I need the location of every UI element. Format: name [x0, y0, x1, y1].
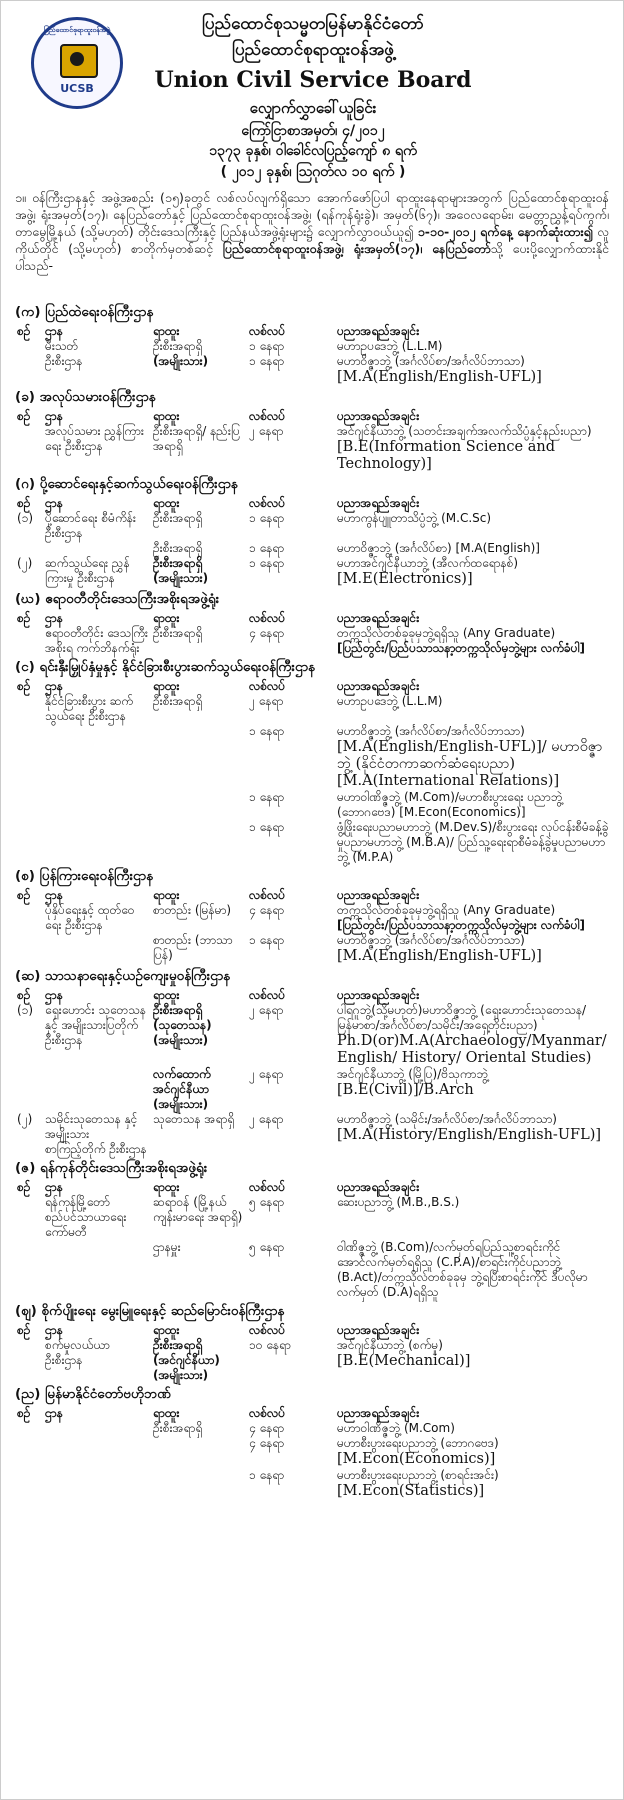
vacancy-table — [15, 324, 611, 386]
qualification-cell — [335, 541, 611, 556]
row-number — [15, 1240, 43, 1300]
board-name: ပြည်ထောင်စုရာထူးဝန်အဖွဲ့ — [232, 40, 394, 60]
notice-title: လျှောက်လွှာခေါ်ယူခြင်း — [249, 99, 377, 117]
country-name: ပြည်ထောင်စုသမ္မတမြန်မာနိုင်ငံတော် — [202, 14, 424, 34]
table-row — [15, 354, 611, 386]
department-cell — [43, 1436, 151, 1468]
vacancy-section — [15, 1159, 611, 1300]
table-header-row — [15, 611, 611, 626]
column-header-vacancy: လစ်လပ် — [249, 324, 286, 338]
vacancy-cell: ၂ နေရာ — [249, 1112, 284, 1126]
qualification-degree: [B.E(Civil)]/B.Arch — [337, 1082, 474, 1098]
column-header-position: ရာထူး — [153, 1180, 180, 1194]
row-number — [15, 790, 43, 820]
position-cell: ဦးစီးအရာရှိ — [153, 626, 203, 640]
department-cell: ပုံနှိပ်ရေးနှင့် ထုတ်ဝေရေး ဦးစီးဌာန — [45, 903, 135, 932]
column-header-no: စဉ် — [17, 324, 31, 338]
department-cell: ဆက်သွယ်ရေး ညွှန်ကြားမှု ဦးစီးဌာန — [45, 556, 130, 585]
column-header-qualification: ပညာအရည်အချင်း — [337, 988, 420, 1002]
qualification-cell — [335, 511, 611, 541]
row-number: (၂) — [17, 1112, 33, 1126]
qualification-cell — [335, 1421, 611, 1436]
table-row — [15, 790, 611, 820]
intro-paragraph — [15, 189, 609, 274]
row-number — [15, 1468, 43, 1500]
table-header-row — [15, 1323, 611, 1338]
myanmar-date: ၁၃၇၃ ခုနှစ်၊ ဝါခေါင်လပြည့်ကျော် ၈ ရက် — [209, 143, 417, 159]
row-number — [15, 1338, 43, 1383]
vacancy-cell: ၂ နေရာ — [249, 424, 284, 438]
column-header-vacancy: လစ်လပ် — [249, 679, 286, 693]
qualification-degree: [M.Econ(Statistics)] — [337, 1483, 485, 1499]
position-cell: သုတေသန အရာရှိ — [153, 1112, 235, 1126]
column-header-qualification: ပညာအရည်အချင်း — [337, 888, 420, 902]
table-row — [15, 556, 611, 588]
qualification-degree: [M.E(Electronics)] — [337, 571, 473, 587]
row-number — [15, 933, 43, 965]
row-number — [15, 354, 43, 386]
qualification-text: မဟာစီးပွားရေးပညာဘွဲ့ (စာရင်းအင်း) — [337, 1468, 499, 1482]
intro-part-1: ၁။ ဝန်ကြီးဌာနနှင့် အဖွဲ့အစည်း (၁၅)ခုတွင် လစ်လပ်လျက်ရှိသော အောက်ဖော်ပြပါ ရာထူးနေရာများအတွက် ပြည်ထောင်စုရာထူးဝန်အဖွဲ့၊ ရုံးအမှတ်(၁၇)၊ နေပြည်တော်နှင့် ပြည်ထောင်စုရာထူးဝန်အဖွဲ့၊ (ရန်ကုန်ရုံးခွဲ)၊ အမှတ်(၆၇)၊ အဝေလရောမ်း၊ မေတ္တာညွှန့်ရပ်ကွက်၊ တာမွေမြို့နယ် (သို့မဟုတ်) တိုင်းဒေသကြီးနှင့် ပြည်နယ်အဖွဲ့ရုံးများ၌ လျှောက်လွှာဝယ်ယူ၍ — [15, 190, 609, 239]
column-header-dept: ဌာန — [45, 888, 63, 902]
qualification-cell — [335, 790, 611, 820]
qualification-cell — [335, 820, 611, 865]
qualification-cell — [335, 1240, 611, 1300]
column-header-position: ရာထူး — [153, 888, 180, 902]
qualification-cell — [335, 424, 611, 473]
table-row — [15, 1112, 611, 1157]
position-cell: စာတည်း (မြန်မာ) — [153, 903, 232, 917]
qualification-degree: [M.A(English/English-UFL)] — [337, 369, 542, 385]
table-row — [15, 1195, 611, 1240]
position-cell: ဦးစီးအရာရှိ — [153, 1421, 203, 1435]
column-header-dept: ဌာန — [45, 324, 63, 338]
qualification-cell — [335, 1436, 611, 1468]
department-cell: ဦးစီးဌာန — [45, 354, 83, 368]
row-number — [15, 626, 43, 656]
position-cell — [151, 724, 247, 790]
column-header-vacancy: လစ်လပ် — [249, 988, 286, 1002]
department-cell — [43, 1421, 151, 1436]
column-header-dept: ဌာန — [45, 988, 63, 1002]
vacancy-table — [15, 1180, 611, 1300]
table-header-row — [15, 988, 611, 1003]
position-cell: ဦးစီးအရာရှိ (အမျိုးသား) — [153, 556, 209, 585]
department-cell: စက်မှုလယ်ယာ ဦးစီးဌာန — [45, 1338, 110, 1367]
vacancy-cell: ၁ နေရာ — [249, 354, 285, 368]
qualification-degree: [B.E(Information Science and Technology)] — [337, 439, 555, 472]
vacancy-cell: ၁ နေရာ — [249, 790, 285, 804]
vacancy-cell: ၄ နေရာ — [249, 903, 285, 917]
column-header-position: ရာထူး — [153, 324, 180, 338]
qualification-cell — [335, 694, 611, 724]
vacancy-cell: ၄ နေရာ — [249, 1421, 285, 1435]
board-name-english: Union Civil Service Board — [154, 67, 472, 93]
header — [1, 5, 624, 180]
vacancy-cell: ၁ နေရာ — [249, 511, 285, 525]
qualification-text: မဟာဝိဇ္ဇာဘွဲ့ (အင်္ဂလိပ်စာ/အင်္ဂလိပ်ဘာသာ) — [337, 354, 525, 368]
qualification-cell — [335, 1338, 611, 1383]
row-number — [15, 541, 43, 556]
logo-arc-text: ပြည်ထောင်စုရာထူးဝန်အဖွဲ့ — [43, 26, 111, 34]
vacancy-cell: ၂ နေရာ — [249, 694, 284, 708]
table-header-row — [15, 679, 611, 694]
department-cell — [43, 820, 151, 865]
qualification-degree: [ပြည်တွင်း/ပြည်ပသာသနာ့တက္ကသိုလ်မှဘွဲ့များ လက်ခံပါ] — [337, 641, 586, 655]
qualification-text: မဟာဝိဇ္ဇာဘွဲ့ (အင်္ဂလိပ်စာ/အင်္ဂလိပ်ဘာသာ) — [337, 724, 525, 738]
column-header-position: ရာထူး — [153, 496, 180, 510]
qualification-cell — [335, 1468, 611, 1500]
table-row — [15, 933, 611, 965]
position-cell: ဦးစီးအရာရှိ — [153, 694, 203, 708]
table-row — [15, 541, 611, 556]
logo-label: UCSB — [60, 82, 94, 95]
qualification-text: မဟာစီးပွားရေးပညာဘွဲ့ (ဘောဂဗေဒ) — [337, 1436, 499, 1450]
section-title: (ခ) အလုပ်သမားဝန်ကြီးဌာန — [15, 389, 156, 405]
column-header-position: ရာထူး — [153, 1323, 180, 1337]
column-header-qualification: ပညာအရည်အချင်း — [337, 409, 420, 423]
qualification-text: မဟာအင်ဂျင်နီယာဘွဲ့ (အီလက်ထရောနစ်) — [337, 556, 519, 570]
qualification-text: မဟာဝါဏိဇ္ဇဘွဲ့ (M.Com)/မဟာစီးပွားရေး ပညာဘွဲ့ (ဘောဂဗေဒ) [M.Econ(Economics)] — [337, 790, 563, 819]
department-cell: ရှေးဟောင်း သုတေသနနှင့် အမျိုးသားပြတိုက် ဦးစီးဌာန — [45, 1003, 147, 1047]
position-cell: စာတည်း (ဘာသာပြန်) — [153, 933, 233, 962]
vacancy-cell: ၁ နေရာ — [249, 820, 285, 834]
qualification-text: မဟာကွန်ပျူတာသိပ္ပံဘွဲ့ (M.C.Sc) — [337, 511, 492, 525]
vacancy-section — [15, 388, 611, 473]
intro-address: ပြည်ထောင်စုရာထူးဝန်အဖွဲ့၊ ရုံးအမှတ်(၁၇)၊ နေပြည်တော် — [222, 241, 491, 256]
department-cell — [43, 541, 151, 556]
department-cell: မီးသတ် — [45, 339, 79, 353]
row-number — [15, 424, 43, 473]
department-cell: ရန်ကုန်မြို့တော် စည်ပင်သာယာရေး ကော်မတီ — [45, 1195, 127, 1239]
position-cell: ဦးစီးအရာရှိ — [153, 541, 203, 555]
qualification-cell — [335, 724, 611, 790]
qualification-text: ဝါဏိဇ္ဇဘွဲ့ (B.Com)/လက်မှတ်ရပြည်သူ့စာရင်းကိုင် အောင်လက်မှတ်ရရှိသူ (C.P.A)/စာရင်းကိုင်ပညာဘွဲ့ (B.Act)/တက္ကသိုလ်တစ်ခုခုမှ ဘွဲ့ရပြီးစာရင်းကိုင် ဒီပလိုမာလက်မှတ် (D.A)ရရှိသူ — [337, 1240, 588, 1299]
row-number — [15, 903, 43, 933]
qualification-text: အင်ဂျင်နီယာဘွဲ့ (စက်မှု) — [337, 1338, 443, 1352]
position-cell — [151, 1436, 247, 1468]
section-title: (က) ပြည်ထဲရေးဝန်ကြီးဌာန — [15, 304, 154, 320]
gregorian-date: ( ၂၀၁၂ ခုနှစ်၊ ဩဂုတ်လ ၁၀ ရက် ) — [220, 164, 406, 180]
column-header-dept: ဌာန — [45, 1406, 63, 1420]
vacancy-section — [15, 1385, 611, 1500]
column-header-dept: ဌာန — [45, 496, 63, 510]
section-title: (ည) မြန်မာနိုင်ငံတော်ဗဟိုဘဏ် — [15, 1386, 171, 1402]
table-header-row — [15, 496, 611, 511]
section-title: (ဂ) ပို့ဆောင်ရေးနှင့်ဆက်သွယ်ရေးဝန်ကြီးဌာန — [15, 476, 238, 492]
row-number — [15, 1436, 43, 1468]
position-cell — [151, 820, 247, 865]
qualification-text: တက္ကသိုလ်တစ်ခုခုမှဘွဲ့ရရှိသူ (Any Graduate) — [337, 626, 556, 640]
vacancy-cell: ၁ နေရာ — [249, 933, 285, 947]
column-header-vacancy: လစ်လပ် — [249, 409, 286, 423]
table-header-row — [15, 1406, 611, 1421]
table-row — [15, 511, 611, 541]
vacancy-table — [15, 1406, 611, 1500]
vacancy-table — [15, 1323, 611, 1383]
table-header-row — [15, 324, 611, 339]
qualification-degree: [M.A(English/English-UFL)] — [337, 948, 542, 964]
intro-part-2: လူကိုယ်တိုင် (သို့မဟုတ်) စာတိုက်မှတစ်ဆင့် — [15, 224, 609, 256]
qualification-cell — [335, 903, 611, 933]
row-number — [15, 1067, 43, 1112]
column-header-qualification: ပညာအရည်အချင်း — [337, 1406, 420, 1420]
vacancy-section — [15, 303, 611, 386]
column-header-position: ရာထူး — [153, 988, 180, 1002]
vacancy-cell: ၁ နေရာ — [249, 339, 285, 353]
department-cell — [43, 790, 151, 820]
vacancy-table — [15, 988, 611, 1157]
qualification-cell — [335, 933, 611, 965]
row-number — [15, 1195, 43, 1240]
vacancy-sections — [1, 301, 624, 1500]
vacancy-cell: ၅ နေရာ — [249, 1240, 285, 1254]
column-header-no: စဉ် — [17, 679, 31, 693]
table-row — [15, 1003, 611, 1067]
table-row — [15, 626, 611, 656]
vacancy-cell: ၄ နေရာ — [249, 626, 285, 640]
qualification-text: ပါရဂူဘွဲ့(သို့မဟုတ်)မဟာဝိဇ္ဇာဘွဲ့ (ရှေးဟောင်းသုတေသန/ မြန်မာစာ/အင်္ဂလိပ်စာ/သမိုင်း/အရှေ့တိုင်းပညာ) — [337, 1003, 587, 1032]
qualification-text: မဟာဥပဒေဘွဲ့ (L.L.M) — [337, 694, 443, 708]
vacancy-section — [15, 1302, 611, 1383]
vacancy-cell: ၁ နေရာ — [249, 724, 285, 738]
vacancy-cell: ၂ နေရာ — [249, 1003, 284, 1017]
column-header-vacancy: လစ်လပ် — [249, 1323, 286, 1337]
vacancy-section — [15, 658, 611, 865]
vacancy-cell: ၄ နေရာ — [249, 1436, 285, 1450]
intro-part-3: သို့ ပေးပို့လျှောက်ထားနိုင်ပါသည်- — [15, 241, 609, 273]
column-header-dept: ဌာန — [45, 1323, 63, 1337]
vacancy-cell: ၂ နေရာ — [249, 1067, 284, 1081]
column-header-qualification: ပညာအရည်အချင်း — [337, 324, 420, 338]
column-header-qualification: ပညာအရည်အချင်း — [337, 1180, 420, 1194]
column-header-no: စဉ် — [17, 888, 31, 902]
table-row — [15, 1067, 611, 1112]
position-cell: လက်ထောက် အင်ဂျင်နီယာ (အမျိုးသား) — [153, 1067, 211, 1111]
position-cell: ဌာနမှူး — [153, 1240, 181, 1254]
vacancy-cell: ၁၀ နေရာ — [249, 1338, 291, 1352]
row-number — [15, 694, 43, 724]
position-cell: ဦးစီးအရာရှိ (အင်ဂျင်နီယာ) (အမျိုးသား) — [153, 1338, 220, 1382]
vacancy-table — [15, 888, 611, 965]
qualification-text: မဟာဝိဇ္ဇာဘွဲ့ (အင်္ဂလိပ်စာ) [M.A(English)] — [337, 541, 540, 555]
row-number: (၁) — [17, 511, 34, 525]
qualification-text: မဟာဥပဒေဘွဲ့ (L.L.M) — [337, 339, 443, 353]
department-cell: ပို့ဆောင်ရေး စီမံကိန်းဦးစီးဌာန — [45, 511, 136, 540]
section-title: (ဃ) ဧရာဝတီတိုင်းဒေသကြီးအစိုးရအဖွဲ့ရုံး — [15, 591, 220, 607]
column-header-position: ရာထူး — [153, 409, 180, 423]
table-row — [15, 1240, 611, 1300]
section-title: (ဇ) ရန်ကုန်တိုင်းဒေသကြီးအစိုးရအဖွဲ့ရုံး — [15, 1160, 208, 1176]
department-cell — [43, 1240, 151, 1300]
department-cell — [43, 1067, 151, 1112]
qualification-degree: [ပြည်တွင်း/ပြည်ပသာသနာ့တက္ကသိုလ်မှဘွဲ့များ လက်ခံပါ] — [337, 918, 586, 932]
qualification-cell — [335, 556, 611, 588]
column-header-vacancy: လစ်လပ် — [249, 496, 286, 510]
column-header-qualification: ပညာအရည်အချင်း — [337, 496, 420, 510]
column-header-no: စဉ် — [17, 1406, 31, 1420]
qualification-cell — [335, 1003, 611, 1067]
vacancy-table — [15, 409, 611, 473]
qualification-cell — [335, 354, 611, 386]
column-header-position: ရာထူး — [153, 611, 180, 625]
table-row — [15, 724, 611, 790]
position-cell — [151, 790, 247, 820]
table-header-row — [15, 1180, 611, 1195]
position-cell: ဦးစီးအရာရှိ — [153, 339, 203, 353]
table-row — [15, 1468, 611, 1500]
vacancy-cell: ၅ နေရာ — [249, 1195, 285, 1209]
department-cell — [43, 933, 151, 965]
table-header-row — [15, 888, 611, 903]
vacancy-section — [15, 590, 611, 656]
column-header-no: စဉ် — [17, 409, 31, 423]
position-cell — [151, 1468, 247, 1500]
column-header-vacancy: လစ်လပ် — [249, 611, 286, 625]
section-title: (စ) ပြန်ကြားရေးဝန်ကြီးဌာန — [15, 868, 154, 884]
table-row — [15, 694, 611, 724]
table-row — [15, 1338, 611, 1383]
column-header-position: ရာထူး — [153, 1406, 180, 1420]
qualification-text: အင်ဂျင်နီယာဘွဲ့ (မြို့ပြ)/ဗိသုကာဘွဲ့ — [337, 1067, 488, 1081]
ad-number: ကြော်ငြာစာအမှတ်၊ ၄/၂၀၁၂ — [241, 123, 385, 139]
column-header-vacancy: လစ်လပ် — [249, 1406, 286, 1420]
table-row — [15, 820, 611, 865]
qualification-text: တက္ကသိုလ်တစ်ခုခုမှဘွဲ့ရရှိသူ (Any Graduate) — [337, 903, 556, 917]
table-row — [15, 424, 611, 473]
column-header-dept: ဌာန — [45, 1180, 63, 1194]
qualification-text: မဟာဝါဏိဇ္ဇဘွဲ့ (M.Com) — [337, 1421, 455, 1435]
column-header-no: စဉ် — [17, 611, 31, 625]
department-cell: ဧရာဝတီတိုင်း ဒေသကြီးအစိုးရ ကက်ဘိနက်ရုံး — [45, 626, 148, 655]
department-cell: သမိုင်းသုတေသန နှင့်အမျိုးသား စာကြည့်တိုက် ဦးစီးဌာန — [45, 1112, 147, 1156]
table-row — [15, 1436, 611, 1468]
qualification-cell — [335, 1195, 611, 1240]
qualification-text: ဖွံ့ဖြိုးရေးပညာမဟာဘွဲ့ (M.Dev.S)/စီးပွားရေး လုပ်ငန်းစီမံခန့်ခွဲမှုပညာမဟာဘွဲ့ (M.B.A)/ ပြည်သူ့ရေးရာစီမံခန့်ခွဲမှုပညာမဟာဘွဲ့ (M.P.A) — [337, 820, 609, 864]
row-number: (၂) — [17, 556, 33, 570]
department-cell: နိုင်ငံခြားစီးပွား ဆက်သွယ်ရေး ဦးစီးဌာန — [45, 694, 134, 723]
column-header-no: စဉ် — [17, 496, 31, 510]
position-cell: (အမျိုးသား) — [153, 354, 209, 368]
vacancy-table — [15, 496, 611, 588]
intro-deadline: ၁-၁၀-၂၀၁၂ ရက်နေ့ နောက်ဆုံးထား၍ — [417, 224, 594, 239]
section-title: (ဆ) သာသနာရေးနှင့်ယဉ်ကျေးမှုဝန်ကြီးဌာန — [15, 968, 231, 984]
qualification-cell — [335, 1112, 611, 1157]
position-cell: ဦးစီးအရာရှိ — [153, 511, 203, 525]
column-header-qualification: ပညာအရည်အချင်း — [337, 679, 420, 693]
department-cell — [43, 724, 151, 790]
column-header-dept: ဌာန — [45, 409, 63, 423]
row-number: (၁) — [17, 1003, 34, 1017]
vacancy-section — [15, 867, 611, 965]
table-row — [15, 903, 611, 933]
qualification-degree: [M.A(History/English/English-UFL)] — [337, 1127, 602, 1143]
column-header-vacancy: လစ်လပ် — [249, 888, 286, 902]
qualification-text: ဆေးပညာဘွဲ့ (M.B.,B.S.) — [337, 1195, 460, 1209]
vacancy-cell: ၁ နေရာ — [249, 541, 285, 555]
column-header-qualification: ပညာအရည်အချင်း — [337, 1323, 420, 1337]
qualification-cell — [335, 339, 611, 354]
row-number — [15, 1421, 43, 1436]
column-header-no: စဉ် — [17, 988, 31, 1002]
row-number — [15, 820, 43, 865]
column-header-position: ရာထူး — [153, 679, 180, 693]
column-header-dept: ဌာန — [45, 679, 63, 693]
vacancy-cell: ၁ နေရာ — [249, 1468, 285, 1482]
qualification-degree: [M.A(English/English-UFL)]/ မဟာဝိဇ္ဇာဘွဲ့ (နိုင်ငံတကာဆက်ဆံရေးပညာ) [M.A(International Relations)] — [337, 739, 603, 789]
qualification-text: မဟာဝိဇ္ဇာဘွဲ့ (အင်္ဂလိပ်စာ/အင်္ဂလိပ်ဘာသာ) — [337, 933, 525, 947]
position-cell: ဦးစီးအရာရှိ/ နည်းပြ အရာရှိ — [153, 424, 240, 453]
position-cell: ဆရာဝန် (မြို့နယ် ကျန်းမာရေး အရာရှိ) — [153, 1195, 243, 1224]
column-header-qualification: ပညာအရည်အချင်း — [337, 611, 420, 625]
table-row — [15, 339, 611, 354]
column-header-dept: ဌာန — [45, 611, 63, 625]
qualification-degree: [B.E(Mechanical)] — [337, 1353, 471, 1369]
vacancy-table — [15, 611, 611, 656]
qualification-cell — [335, 1067, 611, 1112]
vacancy-table — [15, 679, 611, 865]
department-cell — [43, 1468, 151, 1500]
qualification-text: အင်ဂျင်နီယာဘွဲ့ (သတင်းအချက်အလက်သိပ္ပံနှင့်နည်းပညာ) — [337, 424, 592, 438]
column-header-vacancy: လစ်လပ် — [249, 1180, 286, 1194]
row-number — [15, 724, 43, 790]
column-header-no: စဉ် — [17, 1323, 31, 1337]
column-header-no: စဉ် — [17, 1180, 31, 1194]
qualification-cell — [335, 626, 611, 656]
table-header-row — [15, 409, 611, 424]
section-title: (င) ရင်းနှီးမြှုပ်နှံမှုနှင့် နိုင်ငံခြားစီးပွားဆက်သွယ်ရေးဝန်ကြီးဌာန — [15, 659, 315, 675]
qualification-text: မဟာဝိဇ္ဇာဘွဲ့ (သမိုင်း/အင်္ဂလိပ်စာ/အင်္ဂလိပ်ဘာသာ) — [337, 1112, 557, 1126]
vacancy-cell: ၁ နေရာ — [249, 556, 285, 570]
row-number — [15, 339, 43, 354]
vacancy-section — [15, 475, 611, 588]
qualification-degree: Ph.D(or)M.A(Archaeology/Myanmar/ English/ History/ Oriental Studies) — [337, 1033, 607, 1066]
department-cell: အလုပ်သမား ညွှန်ကြားရေး ဦးစီးဌာန — [45, 424, 144, 453]
qualification-degree: [M.Econ(Economics)] — [337, 1451, 496, 1467]
position-cell: ဦးစီးအရာရှိ (သုတေသန) (အမျိုးသား) — [153, 1003, 212, 1047]
table-row — [15, 1421, 611, 1436]
vacancy-section — [15, 967, 611, 1157]
section-title: (ဈ) စိုက်ပျိုးရေး မွေးမြူရေးနှင့် ဆည်မြောင်းဝန်ကြီးဌာန — [15, 1303, 285, 1319]
